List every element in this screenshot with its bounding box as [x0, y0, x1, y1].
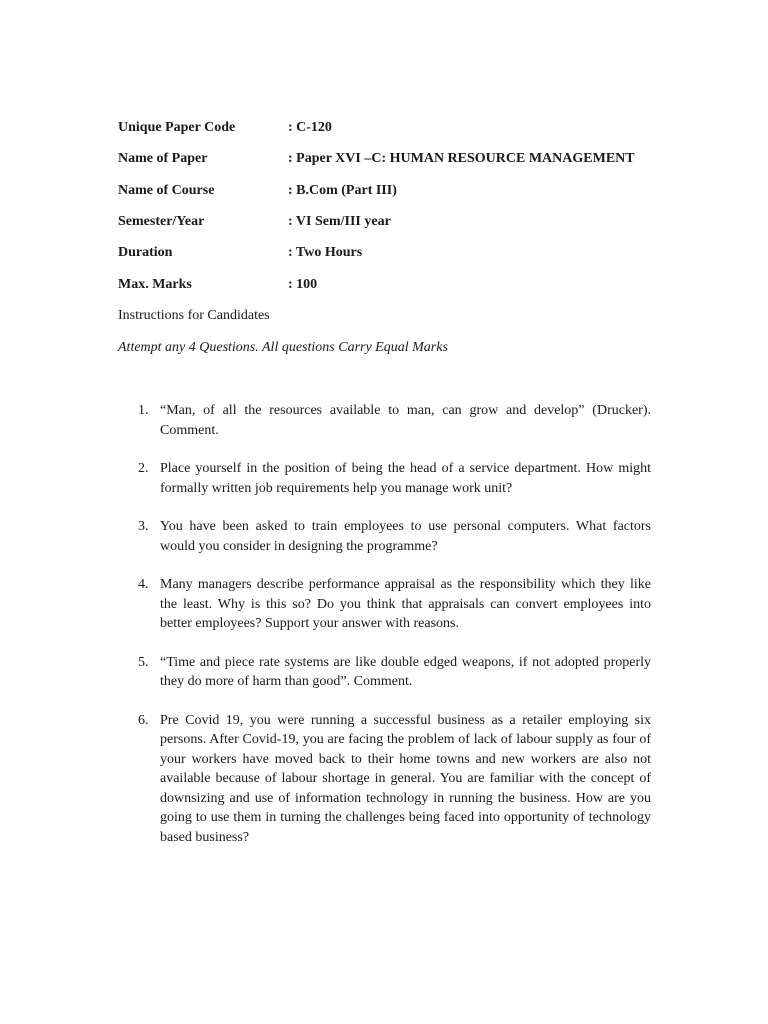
question-text: You have been asked to train employees to use personal computers. What factors would you consider in designing the programme? — [160, 519, 651, 554]
paper-name-label: Name of Paper — [118, 151, 208, 166]
question-text: “Time and piece rate systems are like double edged weapons, if not adopted properly they do more of harm than good”. Comment. — [160, 654, 651, 689]
instructions-note: Attempt any 4 Questions. All questions Carry Equal Marks — [118, 340, 448, 355]
question-text: Many managers describe performance appraisal as the responsibility which they like the least. Why is this so? Do you think that appraisals can convert employees into better employees? Support your answer with reasons. — [160, 577, 651, 631]
instructions-title: Instructions for Candidates — [118, 308, 270, 323]
question-item — [138, 653, 651, 692]
max-marks-value: : 100 — [288, 277, 318, 292]
question-number: 2. — [138, 461, 149, 476]
question-number: 5. — [138, 654, 149, 670]
max-marks-label: Max. Marks — [118, 277, 192, 292]
question-item — [138, 517, 651, 556]
paper-name-value: : Paper XVI –C: HUMAN RESOURCE MANAGEMENT — [288, 151, 635, 166]
question-number: 6. — [138, 712, 149, 728]
question-text: Place yourself in the position of being the head of a service department. How might formally written job requirements help you manage work unit? — [160, 461, 651, 496]
question-number: 4. — [138, 577, 149, 592]
questions-list — [138, 401, 651, 866]
course-name-value: : B.Com (Part III) — [288, 183, 397, 198]
question-item — [138, 711, 651, 848]
duration-label: Duration — [118, 245, 173, 260]
paper-code-label: Unique Paper Code — [118, 120, 236, 135]
duration-value: : Two Hours — [288, 245, 363, 260]
question-item — [138, 575, 651, 634]
course-name-label: Name of Course — [118, 183, 215, 198]
semester-label: Semester/Year — [118, 214, 205, 229]
question-text: “Man, of all the resources available to man, can grow and develop” (Drucker). Comment. — [160, 403, 651, 438]
question-number: 1. — [138, 403, 149, 418]
question-item — [138, 401, 651, 440]
question-text: Pre Covid 19, you were running a successful business as a retailer employing six persons. After Covid-19, you are facing the problem of lack of labour supply as four of your workers have moved back to their home towns and new workers are also not available because of labour shortage in general. You are familiar with the concept of downsizing and use of information technology in running the business. How are you going to use them in turning the challenges being faced into opportunity of technology based business? — [160, 712, 651, 845]
semester-value: : VI Sem/III year — [288, 214, 391, 229]
paper-code-value: : C-120 — [288, 120, 332, 135]
question-item — [138, 459, 651, 498]
question-number: 3. — [138, 519, 149, 534]
